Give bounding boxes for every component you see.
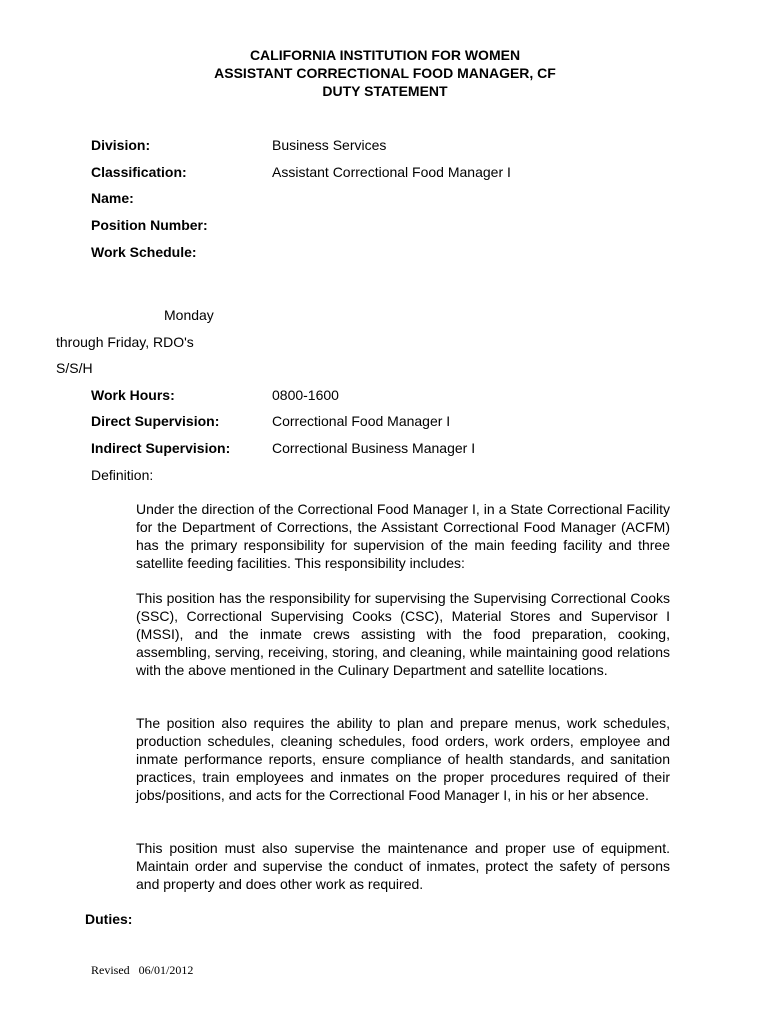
classification-label: Classification: [91, 164, 187, 180]
header-institution: CALIFORNIA INSTITUTION FOR WOMEN [249, 47, 521, 63]
work-schedule-line-3: S/S/H [56, 360, 93, 376]
direct-supervision-value: Correctional Food Manager I [272, 413, 451, 429]
indirect-supervision-value: Correctional Business Manager I [272, 440, 476, 456]
work-schedule-line-1: Monday [164, 307, 214, 323]
work-schedule-line-2: through Friday, RDO's [56, 334, 194, 350]
indirect-supervision-label: Indirect Supervision: [91, 440, 231, 456]
direct-supervision-label: Direct Supervision: [91, 413, 220, 429]
work-hours-label: Work Hours: [91, 387, 175, 403]
work-hours-value: 0800-1600 [272, 387, 339, 403]
revision-footer: Revised 06/01/2012 [91, 963, 194, 977]
name-label: Name: [91, 190, 134, 206]
duties-heading: Duties: [85, 911, 133, 927]
division-label: Division: [91, 137, 151, 153]
division-value: Business Services [272, 137, 387, 153]
header-position-title: ASSISTANT CORRECTIONAL FOOD MANAGER, CF [214, 65, 556, 81]
document-header [0, 46, 770, 100]
definition-paragraph-1: Under the direction of the Correctional Food Manager I, in a State Correctional Facility for the Department of Corrections, the Assistant Correctional Food Manager (ACFM) has the primary responsibility for supervision of the main feeding facility and three satellite feeding facilities. This responsibility includes: [136, 501, 670, 571]
definition-paragraph-3: The position also requires the ability to plan and prepare menus, work schedules, production schedules, cleaning schedules, food orders, work orders, employee and inmate performance reports, ensure compliance of health standards, and sanitation practices, train employees and inmates on the proper procedures required of their jobs/positions, and acts for the Correctional Food Manager I, in his or her absence. [136, 715, 670, 803]
work-schedule-label: Work Schedule: [91, 244, 197, 260]
definition-paragraph-2: This position has the responsibility for supervising the Supervising Correctional Cooks (SSC), Correctional Supervising Cooks (CSC), Material Stores and Supervisor I (MSSI), and the inmate crews assisting with the food preparation, cooking, assembling, serving, receiving, storing, and cleaning, while maintaining good relations with the above mentioned in the Culinary Department and satellite locations. [136, 590, 670, 678]
classification-value: Assistant Correctional Food Manager I [272, 164, 511, 180]
definition-paragraph-4: This position must also supervise the maintenance and proper use of equipment. Maintain order and supervise the conduct of inmates, protect the safety of persons and property and does other work as required. [136, 840, 670, 892]
position-number-label: Position Number: [91, 217, 208, 233]
header-document-type: DUTY STATEMENT [322, 83, 448, 99]
definition-label: Definition: [91, 467, 154, 483]
